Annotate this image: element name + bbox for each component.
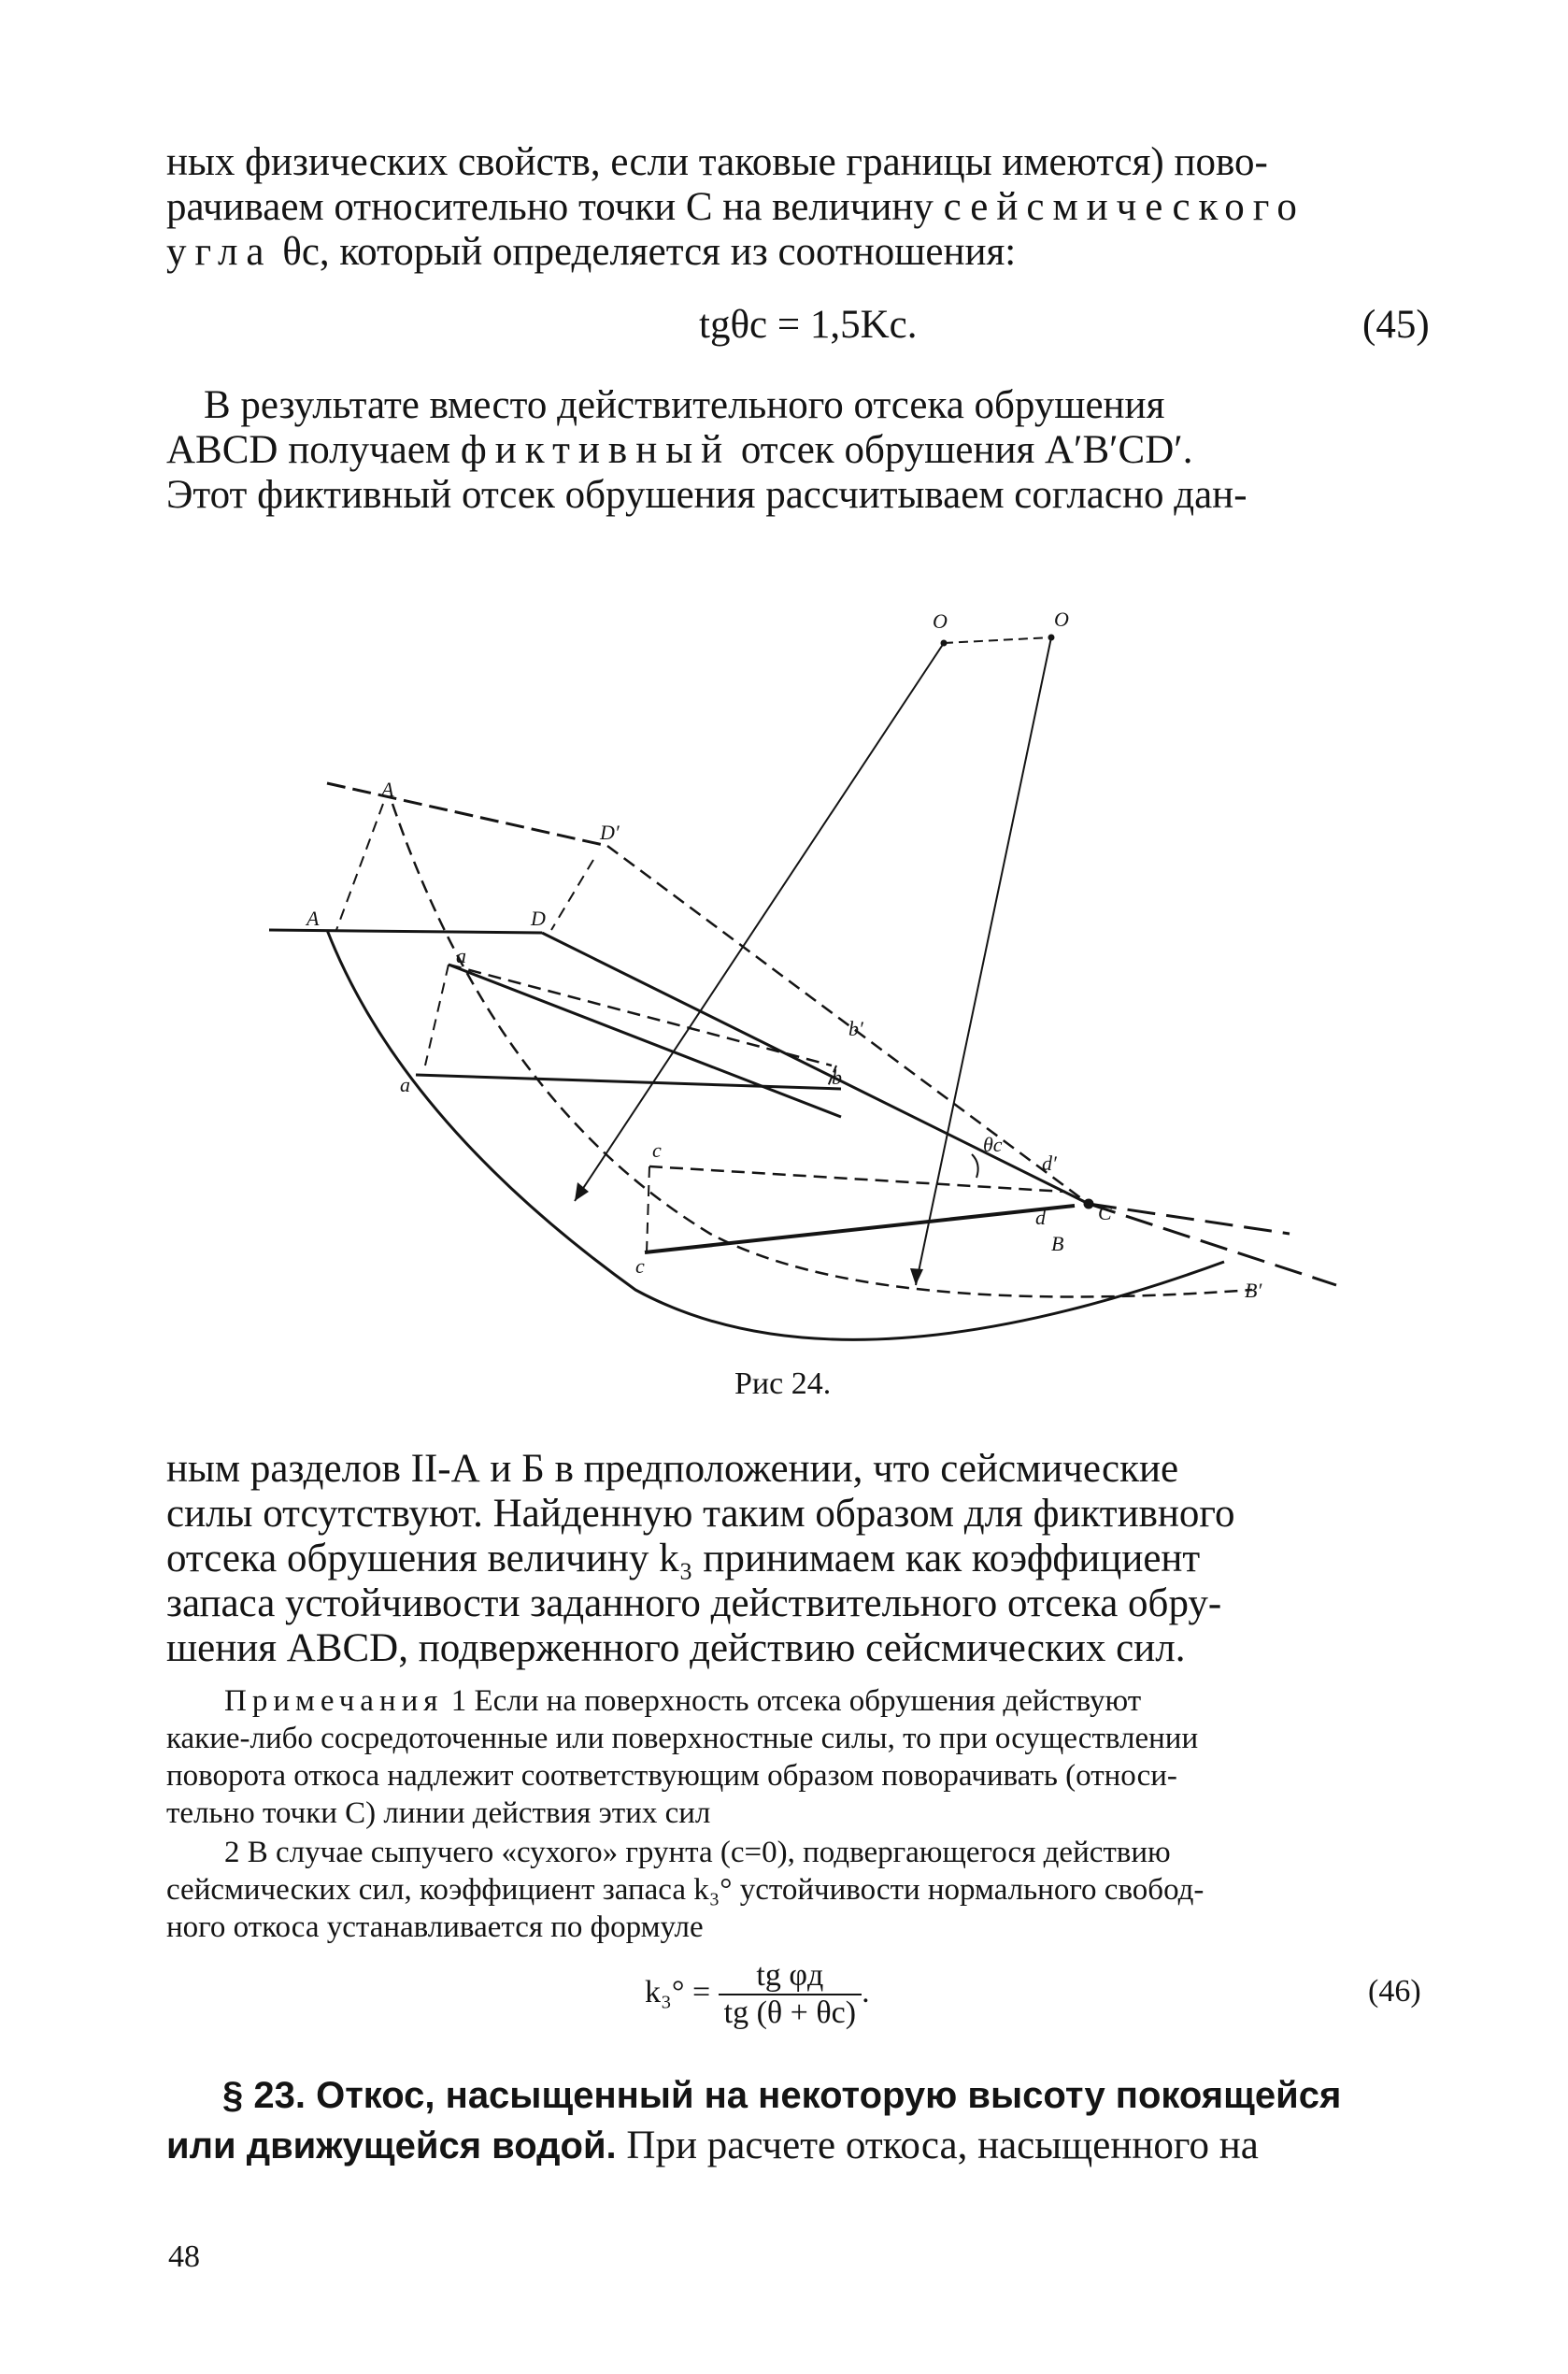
section-title-line	[166, 2070, 1433, 2121]
label-O1: O	[933, 609, 948, 633]
dashed-slice-a	[449, 965, 832, 1065]
label-d-prime: d′	[1042, 1151, 1057, 1175]
ground-surface-line	[269, 930, 542, 933]
label-theta-c: θc	[983, 1133, 1003, 1156]
arrowhead-1	[575, 1182, 589, 1201]
label-c-upper: c	[652, 1138, 662, 1162]
text-line: запаса устойчивости заданного действительного отсека обру-	[166, 1581, 1222, 1625]
section-title-cont: или движущейся водой.	[166, 2125, 617, 2167]
label-D: D	[531, 907, 546, 930]
arrowhead-2	[910, 1268, 923, 1285]
text-line: Примечания 1 Если на поверхность отсека обрушения действуют	[224, 1684, 1142, 1718]
label-A: A	[306, 907, 320, 930]
text-line: 2 В случае сыпучего «сухого» грунта (c=0), подвергающегося действию	[224, 1836, 1171, 1869]
point-C	[1084, 1199, 1093, 1208]
equation-number: (46)	[1368, 1974, 1421, 2009]
dashed-line-AA	[336, 804, 383, 930]
equation-lhs: k₃° =	[645, 1974, 711, 2009]
text-line: шения ABCD, подверженного действию сейсмических сил.	[166, 1626, 1186, 1670]
note-2	[166, 1834, 1433, 1946]
angle-arc	[972, 1154, 978, 1178]
text-line: ного откоса устанавливается по формуле	[166, 1910, 704, 1944]
emphasized-term: фиктивный	[460, 428, 732, 472]
equation-number: (45)	[1362, 303, 1430, 347]
slope-diagram-figure	[262, 579, 1364, 1346]
radius-line-2	[916, 637, 1051, 1285]
rotated-extension-line	[1089, 1204, 1290, 1234]
text-line: тельно точки С) линии действия этих сил	[166, 1796, 711, 1830]
label-D-prime: D′	[600, 821, 620, 844]
text-line	[166, 2121, 1433, 2171]
slice-line-ab	[416, 1075, 841, 1089]
notes-title: Примечания	[224, 1684, 444, 1718]
sliding-arc	[327, 930, 1224, 1339]
label-B: B	[1051, 1232, 1064, 1255]
text-line: угла θс, который определяется из соотношения:	[166, 230, 1017, 274]
text-line: отсека обрушения величину k₃ принимаем как коэффициент	[166, 1537, 1201, 1580]
equation-dot: .	[862, 1974, 870, 2009]
label-d: d	[1035, 1206, 1046, 1229]
center-link-line	[944, 637, 1051, 643]
section-title: § 23. Откос, насыщенный на некоторую высоту покоящейся	[222, 2075, 1342, 2116]
text-line: силы отсутствуют. Найденную таким образом для фиктивного	[166, 1492, 1235, 1536]
dashed-line-DD	[551, 860, 593, 930]
note-1	[166, 1682, 1433, 1832]
paragraph-result	[166, 383, 1433, 518]
page-number: 48	[168, 2239, 200, 2274]
text-line: ABCD получаем фиктивный отсек обрушения A′B′CD′.	[166, 428, 1193, 472]
point-O1	[941, 640, 947, 646]
section-text: При расчете откоса, насыщенного на	[616, 2124, 1259, 2167]
ground-extension-line	[1089, 1204, 1336, 1285]
fraction	[719, 1958, 862, 2031]
emphasized-term: угла	[166, 230, 273, 274]
text-line: сейсмических сил, коэффициент запаса k₃° устойчивости нормального свобод-	[166, 1873, 1205, 1907]
label-B-prime: B′	[1245, 1279, 1262, 1302]
label-C: C	[1098, 1201, 1112, 1224]
radius-line-1	[575, 643, 944, 1201]
rotated-ground-line	[327, 783, 607, 846]
text-line: ных физических свойств, если таковые границы имеются) пово-	[166, 140, 1268, 184]
text-line: В результате вместо действительного отсека обрушения	[204, 383, 1165, 427]
fictitious-arc	[392, 804, 1252, 1297]
emphasized-term: сейсмического	[943, 185, 1305, 229]
label-c-lower: c	[635, 1254, 645, 1278]
dashed-line-aa	[425, 965, 449, 1065]
section-23	[166, 2070, 1433, 2171]
dashed-line-cc	[647, 1166, 649, 1252]
point-O2	[1048, 635, 1054, 640]
text-line: Этот фиктивный отсек обрушения рассчитываем согласно дан-	[166, 473, 1247, 517]
text-line: ным разделов II-А и Б в предположении, что сейсмические	[166, 1447, 1179, 1491]
text-line: поворота откоса надлежит соответствующим образом поворачивать (относи-	[166, 1759, 1177, 1793]
label-O2: O	[1054, 608, 1069, 631]
paragraph-intro	[166, 140, 1433, 275]
text-line: какие-либо сосредоточенные или поверхностные силы, то при осуществлении	[166, 1722, 1199, 1755]
label-A-prime: A	[381, 778, 394, 801]
paragraph-continuation	[166, 1447, 1433, 1671]
equation-45: tgθс = 1,5Kс.	[699, 303, 918, 347]
figure-caption: Рис 24.	[734, 1366, 832, 1401]
label-a-lower: a	[400, 1073, 410, 1096]
equation-46	[645, 1958, 870, 2031]
fraction-denominator: tg (θ + θс)	[723, 1995, 857, 2030]
slice-line-c	[645, 1206, 1075, 1252]
dashed-slice-c	[649, 1166, 1065, 1192]
label-b: b	[832, 1065, 842, 1089]
text-line: рачиваем относительно точки С на величину сейсмического	[166, 185, 1305, 229]
label-b-prime: b′	[848, 1017, 863, 1040]
slope-line	[542, 933, 1089, 1204]
label-a-upper: a	[456, 944, 466, 967]
fraction-numerator: tg φд	[719, 1958, 862, 1995]
